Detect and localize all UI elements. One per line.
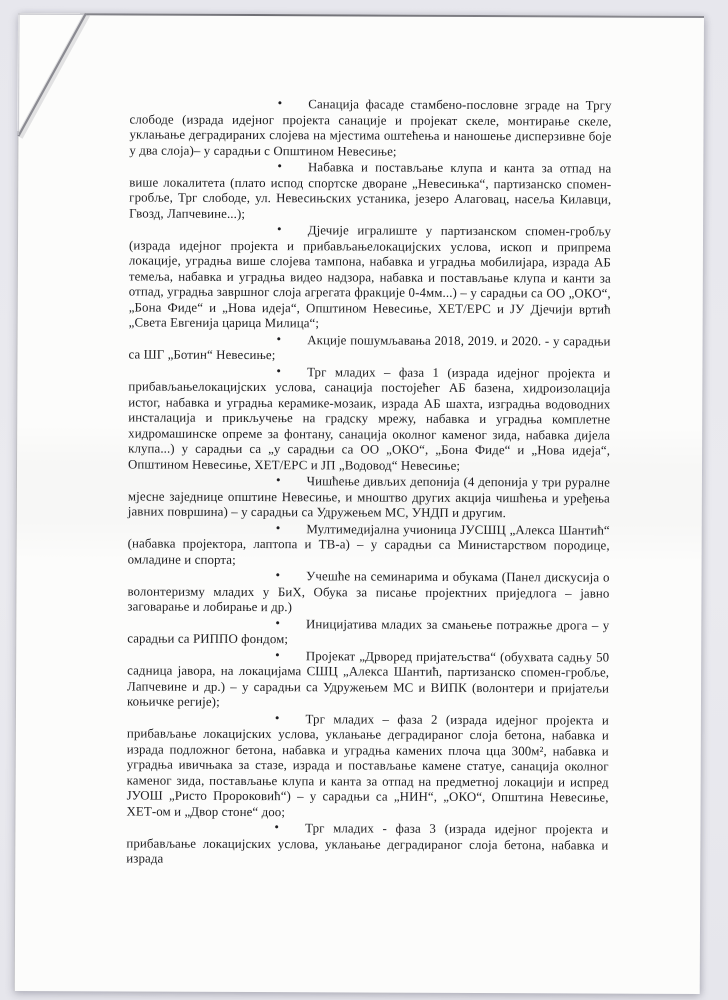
item-text: Пројекат „Дрворед пријатељства“ (обухвата садњу 50 садница јавора, на локацијама СШЦ „Алекса Шантић, партизанско спомен-гробље, Лапчевине и др.) – у сарадњи са Удружењем МС и ВИПК (волонтери и пријатељи коњичке регије);: [126, 648, 610, 709]
fold-left-edge: [18, 13, 19, 135]
bullet-marker: •: [277, 95, 283, 111]
list-item: [129, 221, 611, 333]
item-text: Дјечије игралиште у партизанском спомен-гробљу (израда идејног пројекта и прибављањелокацијских услова, ископ и припрема локације, уградња више слојева тампона, набавка и уградња мобилијара, израда АБ темеља, набавка и уградња видео надзора, набавка и постављање клупа и канти за отпад, уградња завршног слоја агрегата фракције 0-4мм...) – у сарадњи са ОО „ОКО“, „Бона Фиде“ и „Нова идеја“, Општином Невесиње, ХЕТ/ЕРС и ЈУ Дјечији вртић „Света Евгенија царица Милица“;: [128, 223, 612, 331]
list-item: [128, 520, 610, 570]
list-item: [129, 158, 611, 223]
list-item: [128, 331, 610, 365]
document-page: [14, 13, 704, 994]
bullet-marker: •: [275, 614, 281, 630]
fold-flap: [17, 13, 85, 136]
bullet-marker: •: [277, 221, 282, 237]
item-text: Трг младих – фаза 1 (израда идејног пројекта и прибављањелокацијских услова, санација постојећег АБ базена, хидроизолација истог, набавка и уградња керамике-мозаик, израда АБ шахта, изградња водоводних инсталација и прикључење на градску мрежу, набавка и уградња комплетне хидромашинске опреме за фонтану, санација околног каменог зида, набавка дијела клупа...) у сарадњи са „у сарадњи са ОО „ОКО“, „Бона Фиде“ и „Нова идеја“, Општином Невесиње, ХЕТ/ЕРС и ЈП „Водовод“ Невесиње;: [128, 364, 611, 473]
bullet-marker: •: [277, 158, 283, 174]
item-text: Трг младих - фаза 3 (израда идејног пројекта и прибављање локацијских услова, уклањање деградираног слоја бетона, набавка и израда: [126, 821, 609, 866]
list-item: [128, 363, 610, 475]
item-text: Санација фасаде стамбено-пословне зграде на Тргу слободе (израда идејног пројекта санације и пројекат скеле, монтирање скеле, уклањање деградираних слојева на мјестима оштећења и наношење дисперзивне боје у два слоја)– у сарадњи с Општином Невесиње;: [129, 97, 612, 159]
bullet-marker: •: [275, 567, 281, 583]
item-text: Трг младих – фаза 2 (израда идејног пројекта и прибављање локацијских услова, уклањање деградираног слоја бетона, набавка и израда подложног бетона, набавка и уградња камених плоча цца 300м², набавка и уградња ивичњака за стазе, израда и постављање камене статуе, санација околног каменог зида, постављање клупа и канта за отпад на предметној локацији и испред ЈУОШ „Ристо Пророковић“) – у сарадњи са „НИН“, „ОКО“, Општина Невесиње, ХЕТ-ом и „Двор стоне“ доо;: [126, 711, 609, 819]
list-item: [129, 95, 611, 160]
list-item: [127, 567, 609, 617]
bullet-marker: •: [276, 362, 282, 378]
item-text: Чишћење дивљих депонија (4 депонија у три руралне мјесне заједнице општине Невесиње, и мноштво других акција чишћења и уређења јавних површина) – у сарадњи са Удружењем МС, УНДП и другим.: [127, 474, 610, 521]
bullet-marker: •: [276, 330, 282, 346]
list-item: [126, 710, 608, 822]
bullet-marker: •: [275, 519, 281, 535]
bullet-marker: •: [275, 472, 281, 488]
item-text: Учешће на семинарима и обукама (Панел дискусија о волонтеризму младих у БиХ, Обука за писање пројектних приједлога – јавно заговарање и лобирање и др.): [127, 569, 610, 615]
bullet-list: [126, 95, 611, 869]
item-text: Иницијатива младих за смањење потражње дрога – у сарадњи са РИППО фондом;: [127, 616, 610, 647]
fold-crease-line: [18, 13, 86, 136]
list-item: [126, 819, 608, 869]
list-item: [128, 472, 610, 522]
list-item: [127, 615, 609, 649]
item-text: Акције пошумљавања 2018, 2019. и 2020. - у сарадњи са ШГ „Ботин“ Невесиње;: [128, 332, 611, 363]
folded-corner: [17, 13, 138, 174]
list-item: [127, 647, 609, 712]
item-text: Мултимедијална учионица ЈУСШЦ „Алекса Шантић“ (набавка пројектора, лаптопа и ТВ-а) – у сарадњи са Министарством породице, омладине и спорта;: [127, 521, 610, 567]
bullet-marker: •: [274, 709, 280, 725]
bullet-marker: •: [274, 819, 280, 835]
bullet-marker: •: [275, 646, 280, 662]
fold-crease-shadow: [19, 14, 87, 137]
item-text: Набавка и постављање клупа и канта за отпад на више локалитета (плато испод спортске дворане „Невесињка“, партизанско спомен-гробље, Трг слободе, ул. Невесињских устаника, језеро Алаговац, насеља Килавци, Гвозд, Лапчевине...);: [129, 160, 612, 221]
